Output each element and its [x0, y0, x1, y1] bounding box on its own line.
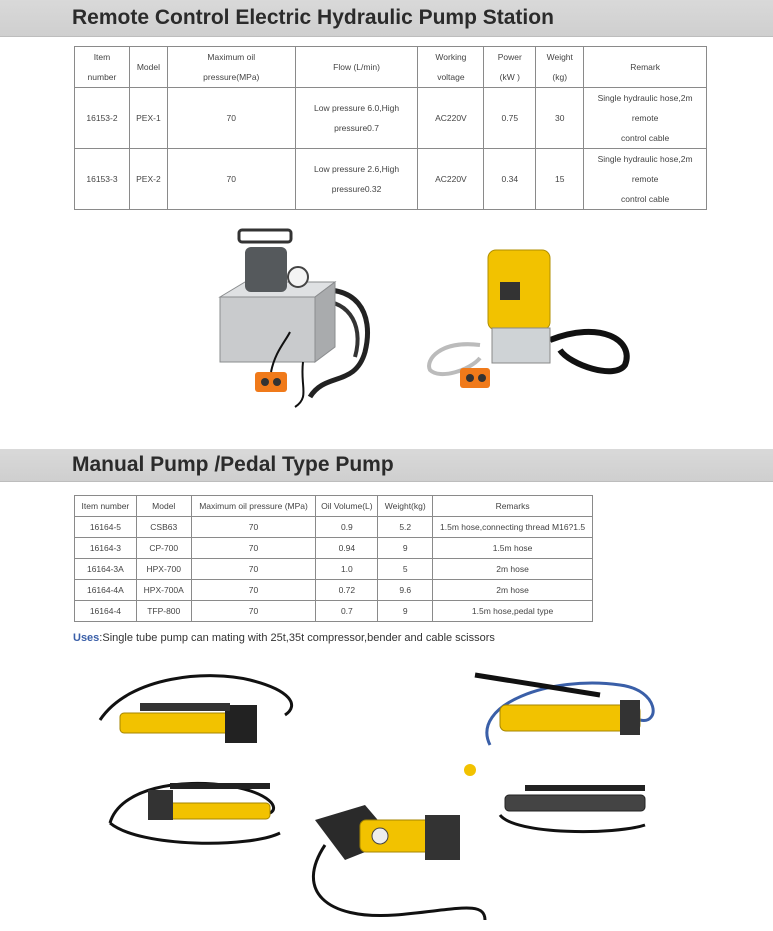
cell-voltage: AC220V	[418, 149, 484, 210]
cell-voltage: AC220V	[418, 88, 484, 149]
cell-pressure: 70	[191, 580, 316, 601]
cell-remarks: 1.5m hose	[433, 538, 593, 559]
cell-pressure: 70	[191, 538, 316, 559]
header-item-number: Item number	[75, 496, 137, 517]
cell-weight: 9.6	[378, 580, 433, 601]
header-weight: Weight(kg)	[378, 496, 433, 517]
section-header-electric-pump	[0, 0, 773, 37]
header-remark: Remark	[584, 47, 707, 88]
cell-remark: Single hydraulic hose,2m remote control cable	[584, 149, 707, 210]
cell-model: CSB63	[136, 517, 191, 538]
cell-remarks: 1.5m hose,connecting thread M16?1.5	[433, 517, 593, 538]
cell-flow: Low pressure 2.6,High pressure0.32	[295, 149, 418, 210]
cell-oil: 0.72	[316, 580, 378, 601]
cell-model: HPX-700A	[136, 580, 191, 601]
cell-item: 16164-3A	[75, 559, 137, 580]
manual-pump-image-1	[90, 665, 305, 760]
cell-weight: 5.2	[378, 517, 433, 538]
uses-note	[73, 632, 495, 644]
header-power: Power (kW )	[484, 47, 536, 88]
cell-oil: 0.94	[316, 538, 378, 559]
cell-pressure: 70	[191, 601, 316, 622]
header-item-number: Item number	[75, 47, 130, 88]
cell-weight: 30	[536, 88, 584, 149]
uses-text: :Single tube pump can mating with 25t,35t compressor,bender and cable scissors	[99, 632, 495, 644]
section-title: Manual Pump /Pedal Type Pump	[72, 453, 394, 476]
header-weight: Weight (kg)	[536, 47, 584, 88]
cell-model: PEX-1	[129, 88, 167, 149]
electric-pump-station-image	[215, 222, 380, 417]
uses-label: Uses	[73, 632, 100, 644]
cell-oil: 0.9	[316, 517, 378, 538]
pedal-pump-image	[305, 800, 515, 925]
cell-item: 16164-4A	[75, 580, 137, 601]
cell-weight: 9	[378, 601, 433, 622]
header-max-pressure: Maximum oil pressure (MPa)	[191, 496, 316, 517]
cell-item: 16153-3	[75, 149, 130, 210]
table-header-row	[75, 496, 593, 517]
table-row	[75, 517, 593, 538]
cell-pressure: 70	[191, 559, 316, 580]
table-row	[75, 149, 707, 210]
header-model: Model	[129, 47, 167, 88]
cell-weight: 15	[536, 149, 584, 210]
cell-remark: Single hydraulic hose,2m remote control cable	[584, 88, 707, 149]
yellow-electric-pump-image	[420, 240, 645, 400]
cell-weight: 9	[378, 538, 433, 559]
section-header-manual-pump	[0, 449, 773, 482]
cell-flow: Low pressure 6.0,High pressure0.7	[295, 88, 418, 149]
manual-pump-image-3	[460, 665, 670, 780]
header-oil-volume: Oil Volume(L)	[316, 496, 378, 517]
section-title: Remote Control Electric Hydraulic Pump Station	[72, 6, 554, 29]
table-row	[75, 580, 593, 601]
cell-item: 16164-5	[75, 517, 137, 538]
header-flow: Flow (L/min)	[295, 47, 418, 88]
header-max-pressure: Maximum oil pressure(MPa)	[167, 47, 295, 88]
manual-pump-image-2	[100, 778, 290, 848]
header-model: Model	[136, 496, 191, 517]
cell-oil: 1.0	[316, 559, 378, 580]
cell-pressure: 70	[167, 88, 295, 149]
table-row	[75, 559, 593, 580]
cell-remarks: 1.5m hose,pedal type	[433, 601, 593, 622]
manual-pump-image-4	[495, 780, 655, 840]
table-row	[75, 538, 593, 559]
cell-model: HPX-700	[136, 559, 191, 580]
cell-model: PEX-2	[129, 149, 167, 210]
cell-pressure: 70	[191, 517, 316, 538]
electric-pump-spec-table	[74, 46, 707, 210]
cell-model: TFP-800	[136, 601, 191, 622]
cell-remarks: 2m hose	[433, 580, 593, 601]
cell-item: 16164-4	[75, 601, 137, 622]
header-remarks: Remarks	[433, 496, 593, 517]
cell-oil: 0.7	[316, 601, 378, 622]
cell-power: 0.34	[484, 149, 536, 210]
cell-power: 0.75	[484, 88, 536, 149]
cell-remarks: 2m hose	[433, 559, 593, 580]
table-row	[75, 88, 707, 149]
cell-pressure: 70	[167, 149, 295, 210]
table-row	[75, 601, 593, 622]
header-voltage: Working voltage	[418, 47, 484, 88]
cell-weight: 5	[378, 559, 433, 580]
cell-item: 16164-3	[75, 538, 137, 559]
cell-item: 16153-2	[75, 88, 130, 149]
manual-pump-spec-table	[74, 495, 593, 622]
table-header-row	[75, 47, 707, 88]
cell-model: CP-700	[136, 538, 191, 559]
